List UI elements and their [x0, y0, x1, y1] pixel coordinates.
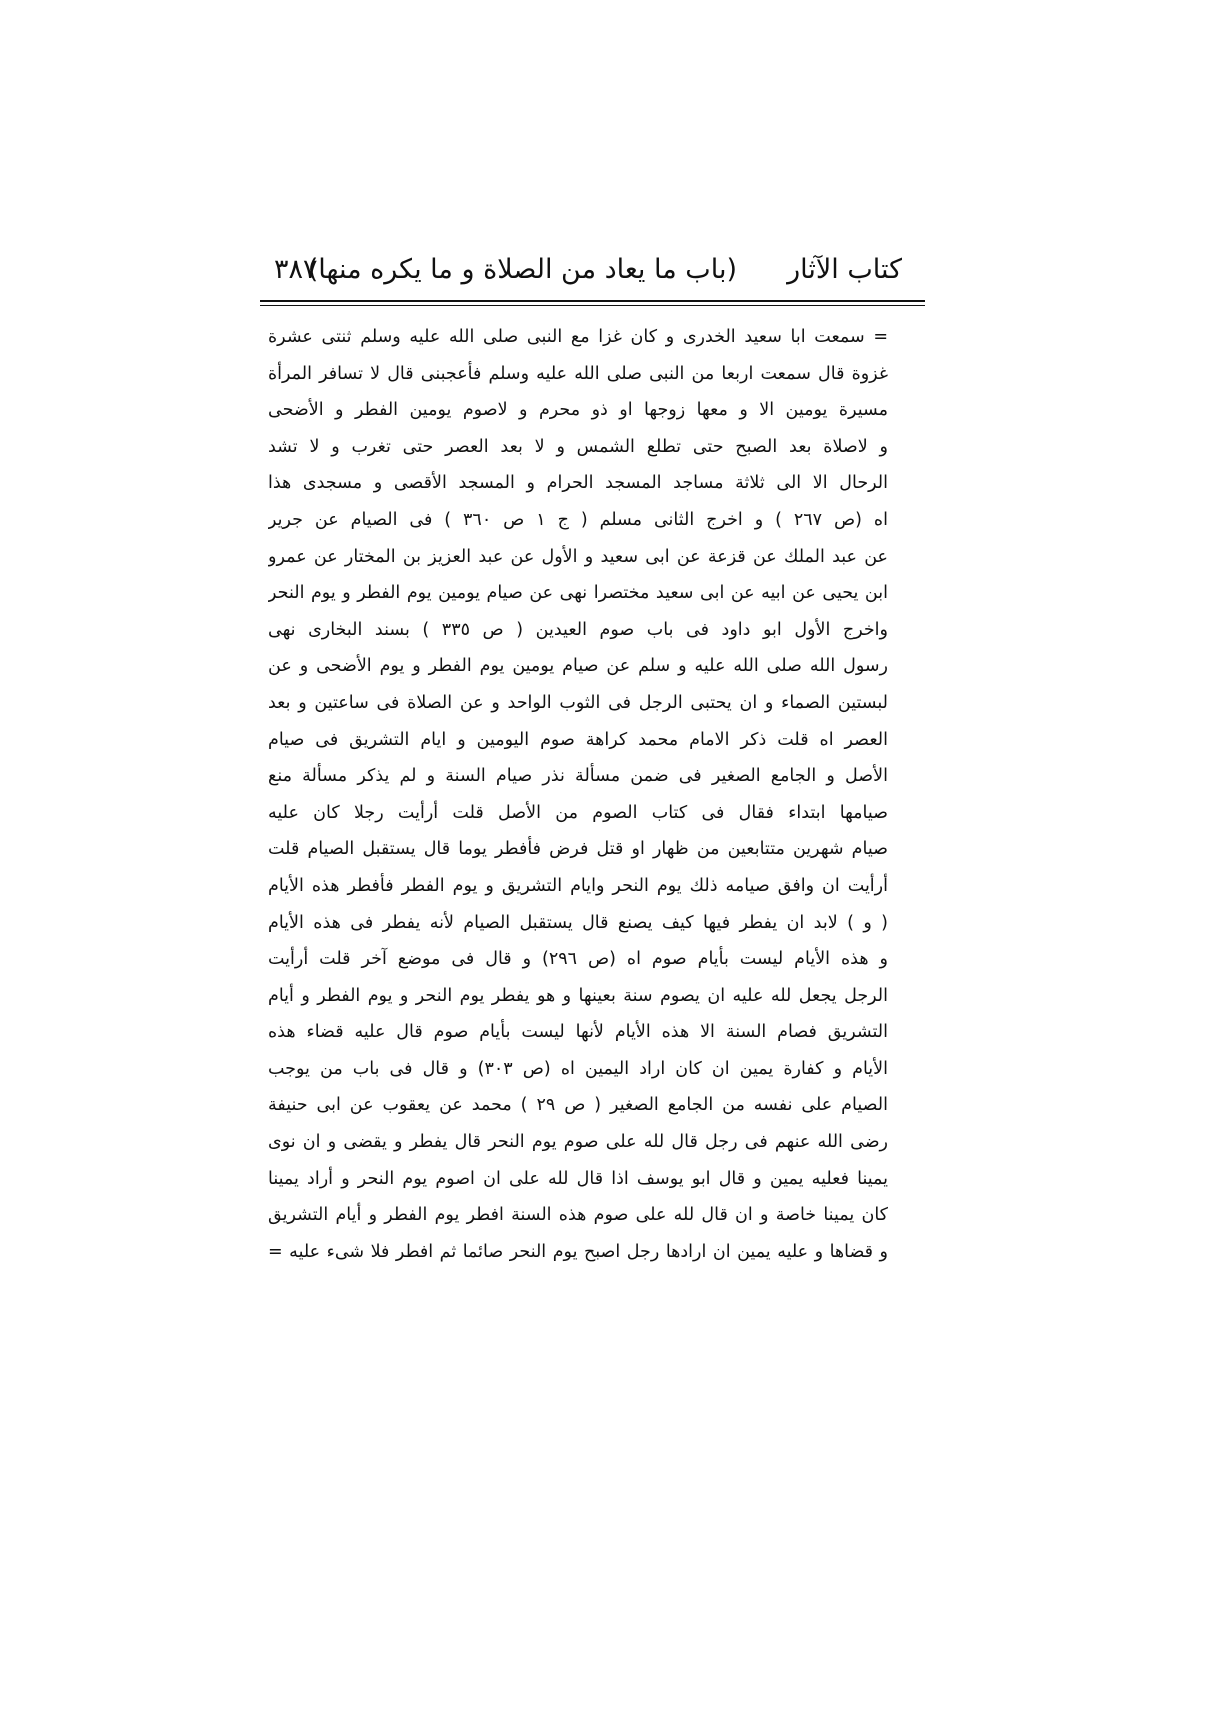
- text-line: مسيرة يومين الا و معها زوجها او ذو محرم و لاصوم يومين الفطر و الأضحى: [268, 400, 888, 421]
- page-number: ٣٨٧: [274, 254, 318, 285]
- text-line: رسول الله صلى الله عليه و سلم عن صيام يومين يوم الفطر و يوم الأضحى و عن: [268, 656, 888, 677]
- text-line: ( و ) لابد ان يفطر فيها كيف يصنع قال يستقبل الصيام لأنه يفطر فى هذه الأيام: [268, 912, 888, 933]
- text-line: لبستين الصماء و ان يحتبى الرجل فى الثوب الواحد و عن الصلاة فى ساعتين و بعد: [268, 692, 888, 713]
- text-line: عن عبد الملك عن قزعة عن ابى سعيد و الأول عن عبد العزيز بن المختار عن عمرو: [268, 546, 888, 567]
- text-line: صيامها ابتداء فقال فى كتاب الصوم من الأصل قلت أرأيت رجلا كان عليه: [268, 802, 888, 823]
- text-line: ابن يحيى عن ابيه عن ابى سعيد مختصرا نهى عن صيام يومين يوم الفطر و يوم النحر: [268, 583, 888, 604]
- text-line: الرحال الا الى ثلاثة مساجد المسجد الحرام و المسجد الأقصى و مسجدى هذا: [268, 473, 888, 494]
- text-line: الصيام على نفسه من الجامع الصغير ( ص ٢٩ ) محمد عن يعقوب عن ابى حنيفة: [268, 1095, 888, 1116]
- text-line: واخرج الأول ابو داود فى باب صوم العيدين ( ص ٣٣٥ ) بسند البخارى نهى: [268, 619, 888, 640]
- header-rule-thin: [260, 305, 925, 306]
- text-line: العصر اه قلت ذكر الامام محمد كراهة صوم اليومين و ايام التشريق فى صيام: [268, 729, 888, 750]
- book-title: كتاب الآثار: [787, 254, 902, 285]
- text-line: صيام شهرين متتابعين من ظهار او قتل فرض فأفطر يوما قال يستقبل الصيام قلت: [268, 839, 888, 860]
- text-line: الرجل يجعل لله عليه ان يصوم سنة بعينها و هو يفطر يوم النحر و يوم الفطر و أيام: [268, 985, 888, 1006]
- header-rule-thick: [260, 300, 925, 302]
- chapter-title: (باب ما يعاد من الصلاة و ما يكره منها): [307, 254, 737, 285]
- text-line: و قضاها و عليه يمين ان ارادها رجل اصبح يوم النحر صائما ثم افطر فلا شىء عليه =: [268, 1241, 888, 1262]
- text-line: التشريق فصام السنة الا هذه الأيام لأنها ليست بأيام صوم قال عليه قضاء هذه: [268, 1022, 888, 1043]
- text-line: و هذه الأيام ليست بأيام صوم اه (ص ٢٩٦) و قال فى موضع آخر قلت أرأيت: [268, 949, 888, 970]
- text-line: الأيام و كفارة يمين ان كان اراد اليمين اه (ص ٣٠٣) و قال فى باب من يوجب: [268, 1058, 888, 1079]
- text-line: = سمعت ابا سعيد الخدرى و كان غزا مع النبى صلى الله عليه وسلم ثنتى عشرة: [268, 327, 888, 347]
- text-line: غزوة قال سمعت اربعا من النبى صلى الله عليه وسلم فأعجبنى قال لا تسافر المرأة: [268, 363, 888, 384]
- text-line: كان يمينا خاصة و ان قال لله على صوم هذه السنة افطر يوم الفطر و أيام التشريق: [268, 1205, 888, 1226]
- text-line: اه (ص ٢٦٧ ) و اخرج الثانى مسلم ( ج ١ ص ٣٦٠ ) فى الصيام عن جرير: [268, 509, 888, 530]
- page-header: [262, 250, 902, 290]
- text-line: و لاصلاة بعد الصبح حتى تطلع الشمس و لا بعد العصر حتى تغرب و لا تشد: [268, 436, 888, 457]
- body-text: [268, 319, 888, 1270]
- text-line: رضى الله عنهم فى رجل قال لله على صوم يوم النحر قال يفطر و يقضى و ان نوى: [268, 1132, 888, 1153]
- text-line: يمينا فعليه يمين و قال ابو يوسف اذا قال لله على ان اصوم يوم النحر و أراد يمينا: [268, 1168, 888, 1189]
- text-line: الأصل و الجامع الصغير فى ضمن مسألة نذر صيام السنة و لم يذكر مسألة منع: [268, 766, 888, 787]
- text-line: أرأيت ان وافق صيامه ذلك يوم النحر وايام التشريق و يوم الفطر فأفطر هذه الأيام: [268, 875, 888, 896]
